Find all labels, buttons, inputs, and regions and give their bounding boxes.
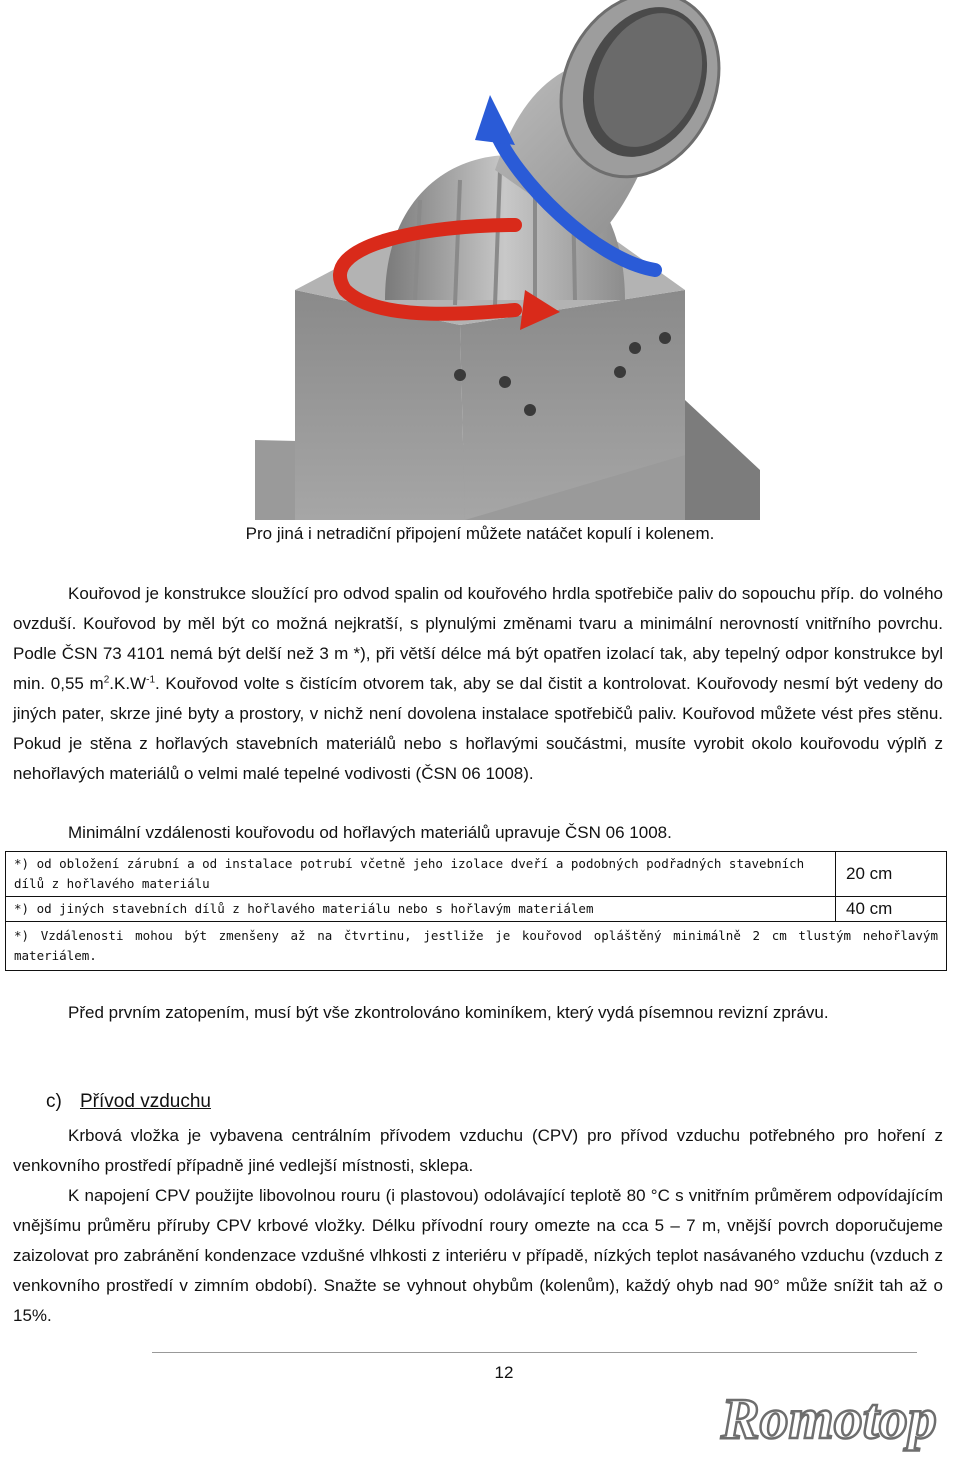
distance-table [5, 851, 947, 971]
section-title: Přívod vzduchu [80, 1091, 211, 1112]
section-letter: c) [46, 1091, 62, 1112]
table-row [6, 922, 947, 971]
table-row [6, 852, 947, 897]
distance-note: *) Vzdálenosti mohou být zmenšeny až na čtvrtinu, jestliže je kouřovod opláštěný minimálně 2 cm tlustým nehořlavým materiálem. [6, 922, 947, 971]
footer-divider [152, 1352, 917, 1353]
air-supply-paragraph-2: K napojení CPV použijte libovolnou rouru (i plastovou) odolávající teplotě 80 °C s vnitřním průměrem odpovídajícím vnějšímu průměru příruby CPV krbové vložky. Délku přívodní roury omezte na cca 5 – 7 m, vnější povrch doporučujeme zaizolovat pro zabránění kondenzace vzdušné vlhkosti z interiéru v případě, nízkých teplot nasávaného vzduchu (vzduch z venkovního prostředí v zimním období). Snažte se vyhnout ohybům (kolenům), každý ohyb nad 90° může snížit tah až o 15%. [13, 1186, 943, 1325]
distance-description: *) od jiných stavebních dílů z hořlavého materiálu nebo s hořlavým materiálem [6, 897, 836, 922]
air-supply-paragraph-1: Krbová vložka je vybavena centrálním přívodem vzduchu (CPV) pro přívod vzduchu potřebného pro hoření z venkovního prostředí případně jiné vedlejší místnosti, sklepa. [13, 1126, 943, 1175]
flue-elbow-rotation-illustration [215, 0, 775, 520]
distance-description: *) od obložení zárubní a od instalace potrubí včetně jeho izolace dveří a podobných podřadných stavebních dílů z hořlavého materiálu [6, 852, 836, 897]
romotop-logo [715, 1376, 960, 1456]
distance-value: 20 cm [836, 852, 947, 897]
standard-reference: Minimální vzdálenosti kouřovodu od hořlavých materiálů upravuje ČSN 06 1008. [68, 823, 672, 842]
svg-text:Romotop: Romotop [721, 1386, 937, 1451]
figure-caption: Pro jiná i netradiční připojení můžete natáčet kopulí i kolenem. [245, 524, 715, 543]
table-row [6, 897, 947, 922]
inspection-note: Před prvním zatopením, musí být vše zkontrolováno kominíkem, který vydá písemnou revizní zprávu. [68, 1003, 829, 1022]
flue-paragraph: Kouřovod je konstrukce sloužící pro odvod spalin od kouřového hrdla spotřebiče paliv do sopouchu příp. do volného ovzduší. Kouřovod by měl být co možná nejkratší, s plynulými změnami tvaru a minimální nerovností vnitřního povrchu. Podle ČSN 73 4101 nemá být delší než 3 m *), při větší délce má být opatřen izolací tak, aby tepelný odpor konstrukce byl min. 0,55 $m^2.K.W^{-1}$. Kouřovod volte s čistícím otvorem tak, aby se dal čistit a kontrolovat. Kouřovody nesmí být vedeny do jiných pater, skrze jiné byty a prostory, v nichž není dovolena instalace spotřebičů paliv. Kouřovod můžete vést přes stěnu. Pokud je stěna z hořlavých stavebních materiálů nebo s hořlavými součástmi, musíte vyrobit okolo kouřovodu výplň z nehořlavých materiálů o velmi malé tepelné vodivosti (ČSN 06 1008). [13, 584, 943, 783]
page-number: 12 [494, 1363, 514, 1382]
section-heading [46, 1091, 211, 1113]
distance-value: 40 cm [836, 897, 947, 922]
